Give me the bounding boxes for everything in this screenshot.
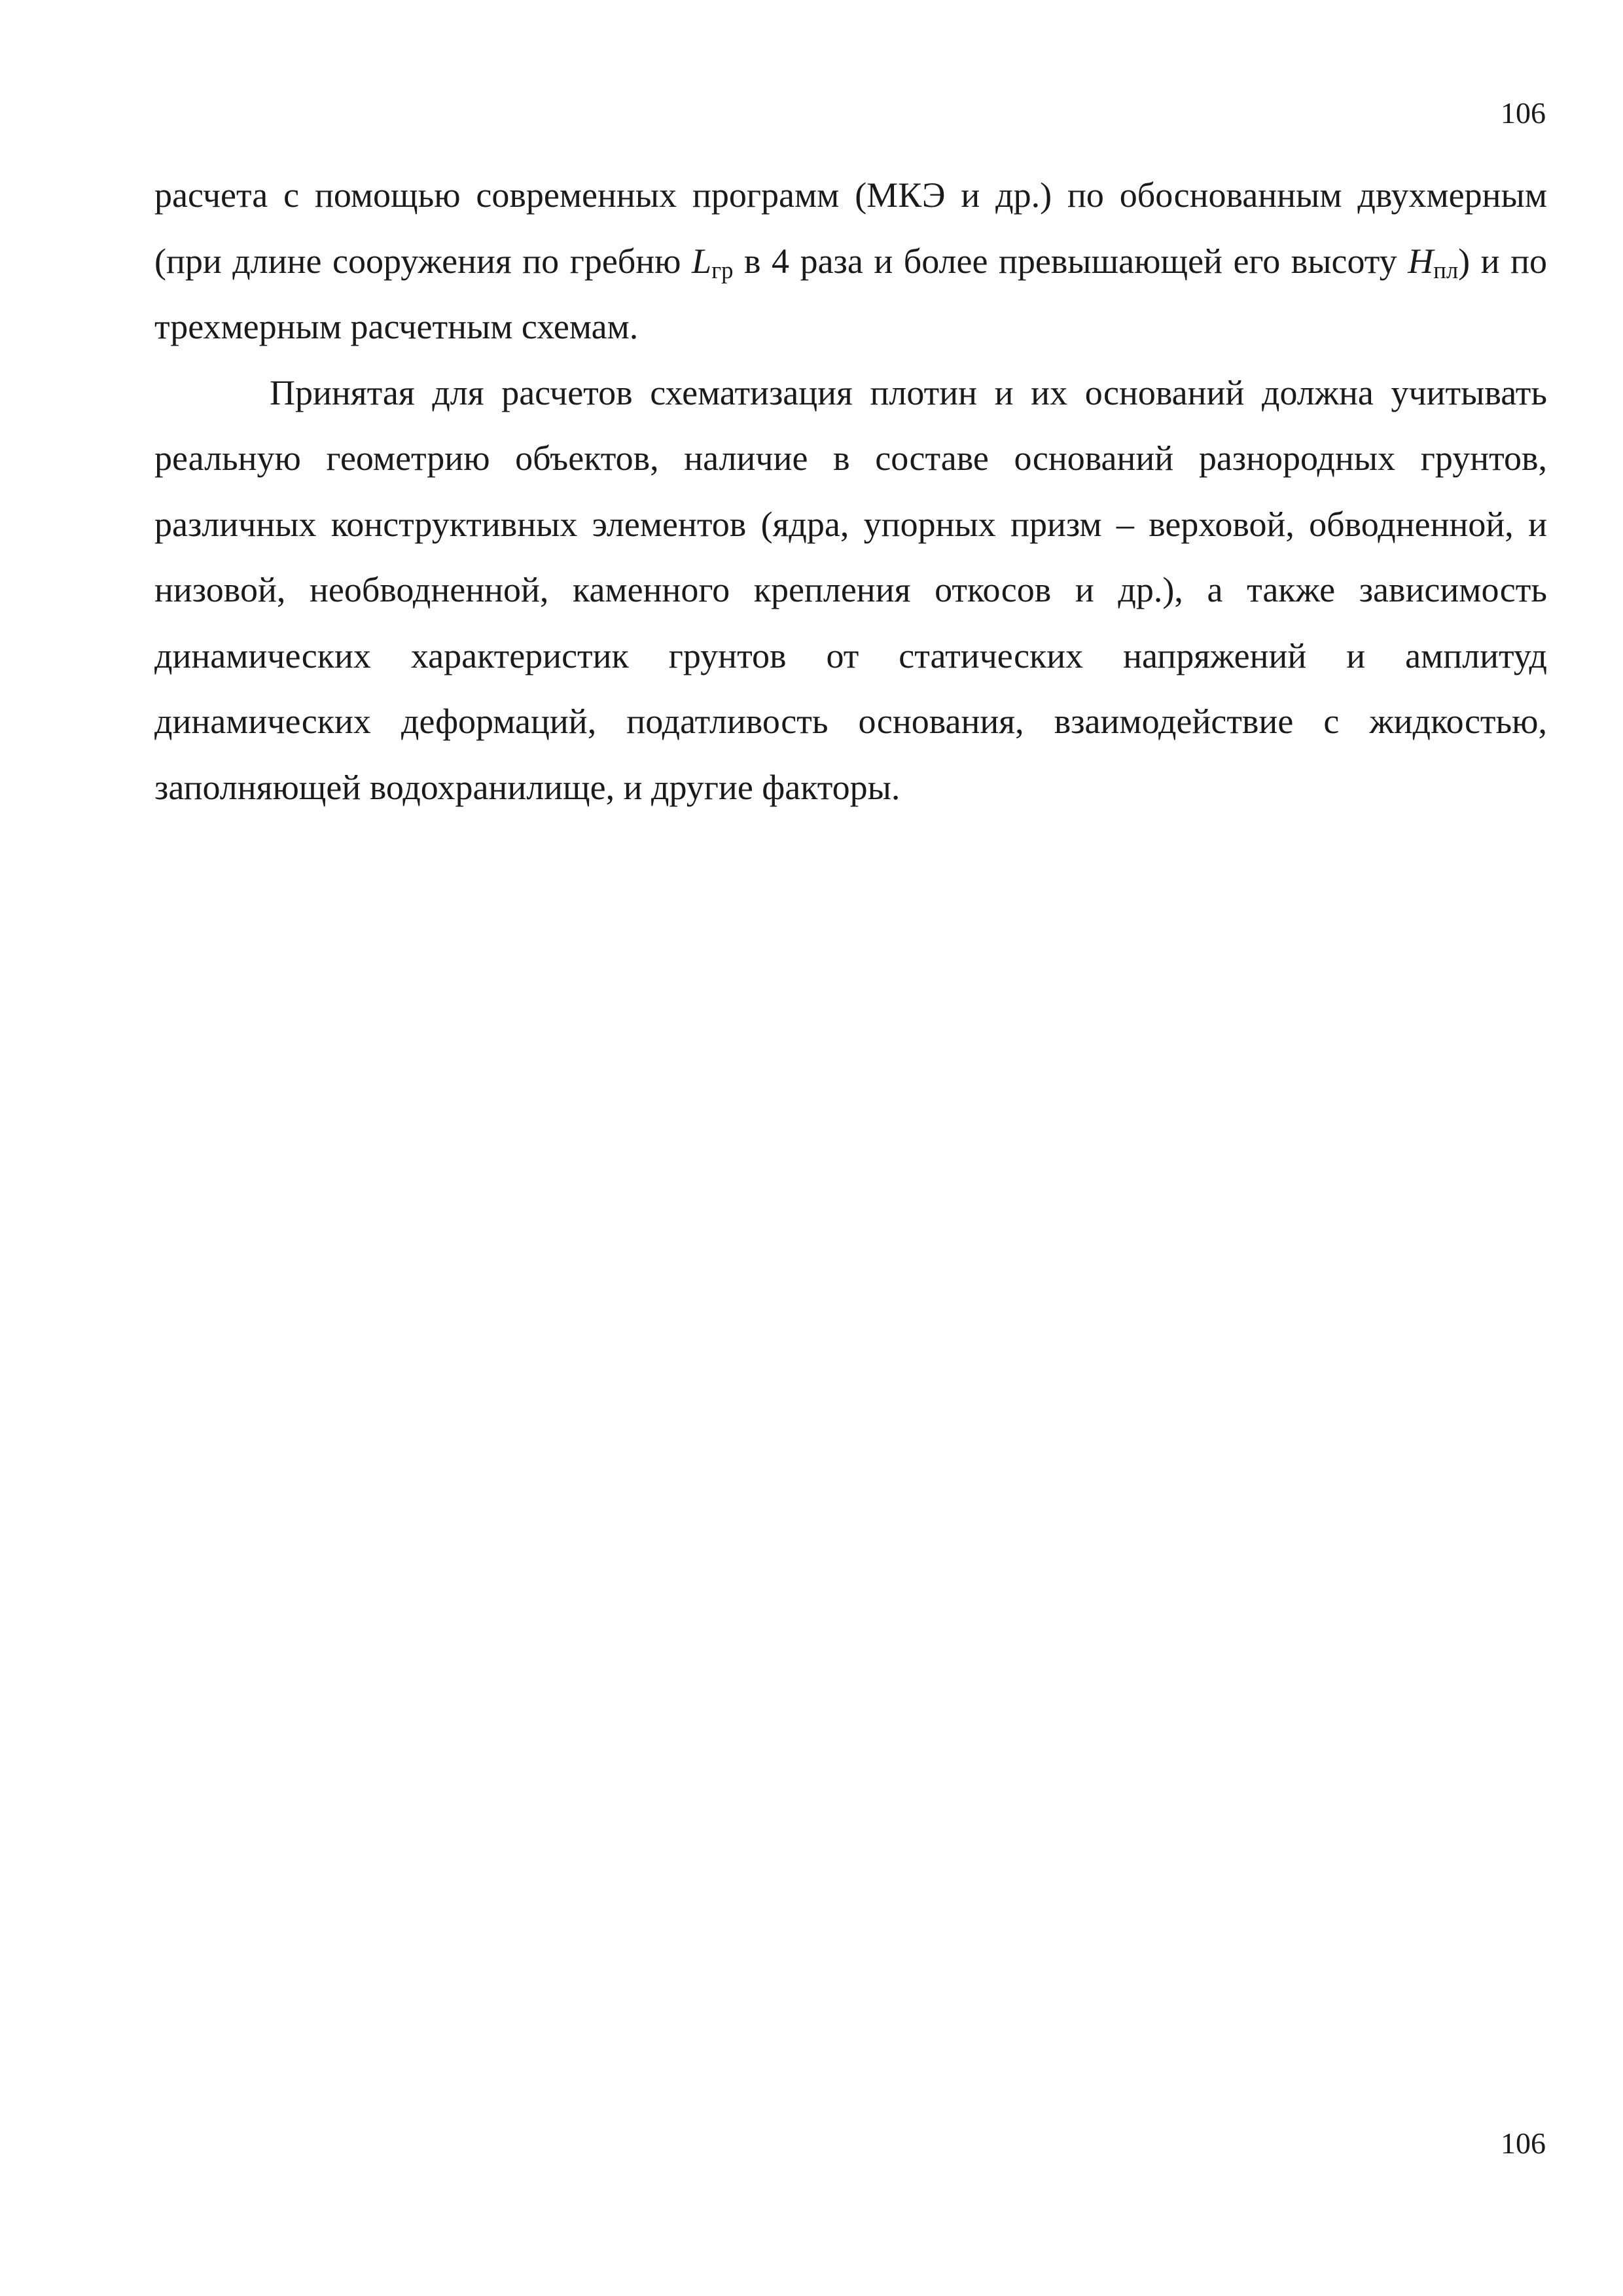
paragraph-2: Принятая для расчетов схематизация плотин и их оснований должна учитывать реальную геометрию объектов, наличие в составе оснований разнородных грунтов, различных конструктивных элементов (ядра, упорных призм – верховой, обводненной, и низовой, необводненной, каменного крепления откосов и др.), а также зависимость динамических характеристик грунтов от статических напряжений и амплитуд динамических деформаций, податливость основания, взаимодействие с жидкостью, заполняющей водохранилище, и другие факторы. bbox=[154, 372, 1547, 807]
symbol-l-subscript: гр bbox=[711, 256, 734, 283]
paragraph-1-part-3: ) и по трехмерным расчетным схемам. bbox=[154, 241, 1547, 346]
symbol-l-crest-length: $L_{гр}$ bbox=[692, 241, 734, 283]
body-text bbox=[154, 162, 1547, 820]
paragraph-1 bbox=[154, 162, 1547, 360]
symbol-h-dam-height: $H_{пл}$ bbox=[1408, 241, 1459, 283]
symbol-h-subscript: пл bbox=[1433, 256, 1459, 283]
paragraph-1-part-2: в 4 раза и более превышающей его высоту bbox=[733, 241, 1408, 281]
paragraph-1-part-1: расчета с помощью современных программ (МКЭ и др.) по обоснованным двухмерным (при длине сооружения по гребню bbox=[154, 175, 1547, 281]
page-number-bottom: 106 bbox=[1501, 2126, 1546, 2160]
page-number-top: 106 bbox=[1501, 96, 1546, 130]
